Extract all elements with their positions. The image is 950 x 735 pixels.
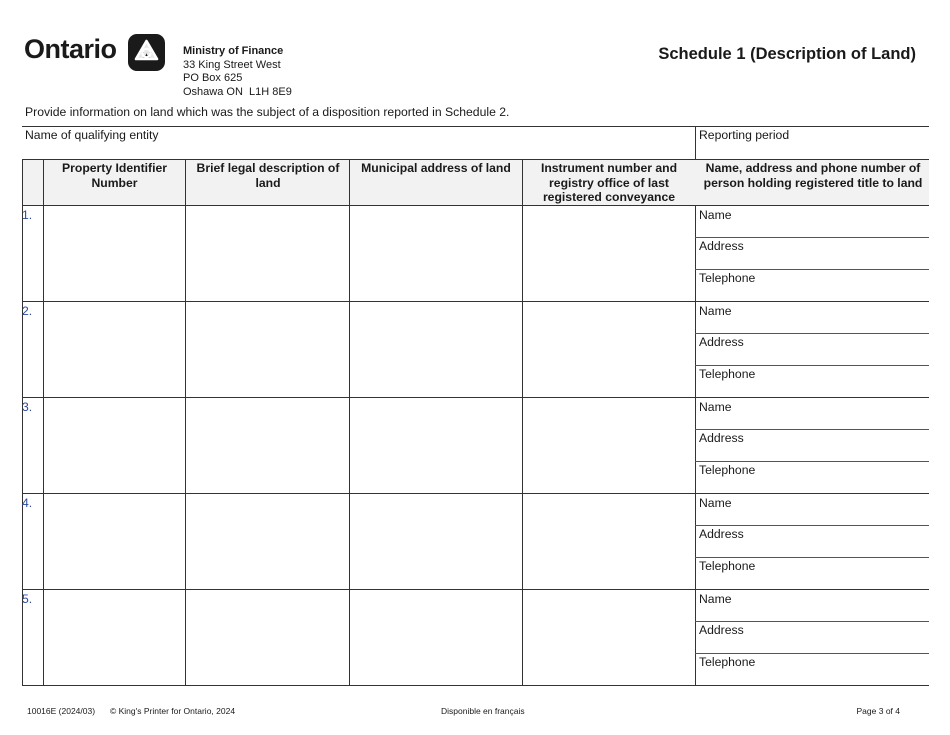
name-label: Name: [699, 400, 732, 414]
reporting-period-input[interactable]: [696, 144, 929, 158]
address-label: Address: [699, 431, 744, 445]
address-field-line: [695, 653, 929, 654]
legal-description-cell-input[interactable]: [186, 494, 349, 588]
name-field-line: [695, 525, 929, 526]
instrument-number-cell-input[interactable]: [523, 590, 695, 684]
address-field-line: [695, 365, 929, 366]
name-label: Name: [699, 496, 732, 510]
instrument-number-cell-input[interactable]: [523, 494, 695, 588]
name-field-line: [695, 333, 929, 334]
trillium-logo-icon: [128, 34, 165, 71]
col-header-municipal-address: Municipal address of land: [361, 161, 511, 175]
title-column-divider: [695, 126, 696, 685]
table-bottom-border: [22, 685, 929, 686]
address-label: Address: [699, 239, 744, 253]
pin-cell-input[interactable]: [44, 590, 185, 684]
telephone-label: Telephone: [699, 655, 756, 669]
address-line-1: 33 King Street West: [183, 58, 281, 71]
left-border: [22, 159, 23, 685]
copyright-text: © King's Printer for Ontario, 2024: [110, 706, 236, 716]
address-field-line: [695, 557, 929, 558]
name-field-line: [695, 621, 929, 622]
address-label: Address: [699, 623, 744, 637]
municipal-address-cell-input[interactable]: [350, 398, 522, 492]
reporting-period-label: Reporting period: [699, 128, 790, 142]
municipal-address-cell-input[interactable]: [350, 494, 522, 588]
name-field-line: [695, 429, 929, 430]
ministry-address-block: [183, 45, 292, 99]
municipal-address-cell-input[interactable]: [350, 590, 522, 684]
row-number: 4.: [22, 496, 33, 510]
qualifying-entity-input[interactable]: [22, 144, 694, 158]
qualifying-entity-label: Name of qualifying entity: [25, 128, 159, 142]
pin-cell-input[interactable]: [44, 302, 185, 396]
legal-description-cell-input[interactable]: [186, 206, 349, 300]
name-label: Name: [699, 592, 732, 606]
address-field-line: [695, 461, 929, 462]
instrument-number-cell-input[interactable]: [523, 206, 695, 300]
pin-cell-input[interactable]: [44, 494, 185, 588]
french-availability-link[interactable]: Disponible en français: [441, 706, 525, 716]
legal-description-cell-input[interactable]: [186, 590, 349, 684]
schedule-title: Schedule 1 (Description of Land): [658, 45, 916, 63]
row-number: 5.: [22, 592, 33, 606]
page-number: Page 3 of 4: [856, 706, 900, 716]
instrument-number-cell-input[interactable]: [523, 398, 695, 492]
instruction-text: Provide information on land which was the subject of a disposition reported in Schedule 2.: [25, 105, 510, 119]
telephone-label: Telephone: [699, 463, 756, 477]
municipal-address-cell-input[interactable]: [350, 206, 522, 300]
form-code: 10016E (2024/03): [27, 706, 96, 716]
address-field-line: [695, 269, 929, 270]
municipal-address-cell-input[interactable]: [350, 302, 522, 396]
pin-cell-input[interactable]: [44, 206, 185, 300]
top-border: [22, 126, 929, 127]
address-line-2: PO Box 625: [183, 72, 243, 84]
instrument-number-cell-input[interactable]: [523, 302, 695, 396]
header-top-border: [22, 159, 929, 160]
ministry-name: Ministry of Finance: [183, 45, 284, 57]
address-line-3: Oshawa ON L1H 8E9: [183, 85, 292, 98]
row-number: 1.: [22, 208, 33, 222]
telephone-label: Telephone: [699, 559, 756, 573]
name-label: Name: [699, 304, 732, 318]
legal-description-cell-input[interactable]: [186, 302, 349, 396]
row-number: 2.: [22, 304, 33, 318]
telephone-label: Telephone: [699, 271, 756, 285]
col-header-pin: Property Identifier Number: [62, 161, 167, 190]
legal-description-cell-input[interactable]: [186, 398, 349, 492]
row-number: 3.: [22, 400, 33, 414]
pin-cell-input[interactable]: [44, 398, 185, 492]
address-label: Address: [699, 335, 744, 349]
ontario-logo-text: Ontario: [24, 34, 117, 64]
address-label: Address: [699, 527, 744, 541]
col-header-instrument-number: Instrument number and registry office of last registered conveyance: [540, 161, 678, 204]
telephone-label: Telephone: [699, 367, 756, 381]
name-field-line: [695, 237, 929, 238]
name-label: Name: [699, 208, 732, 222]
col-header-legal-description: Brief legal description of land: [196, 161, 340, 190]
col-header-title-holder: Name, address and phone number of person holding registered title to land: [703, 161, 923, 190]
